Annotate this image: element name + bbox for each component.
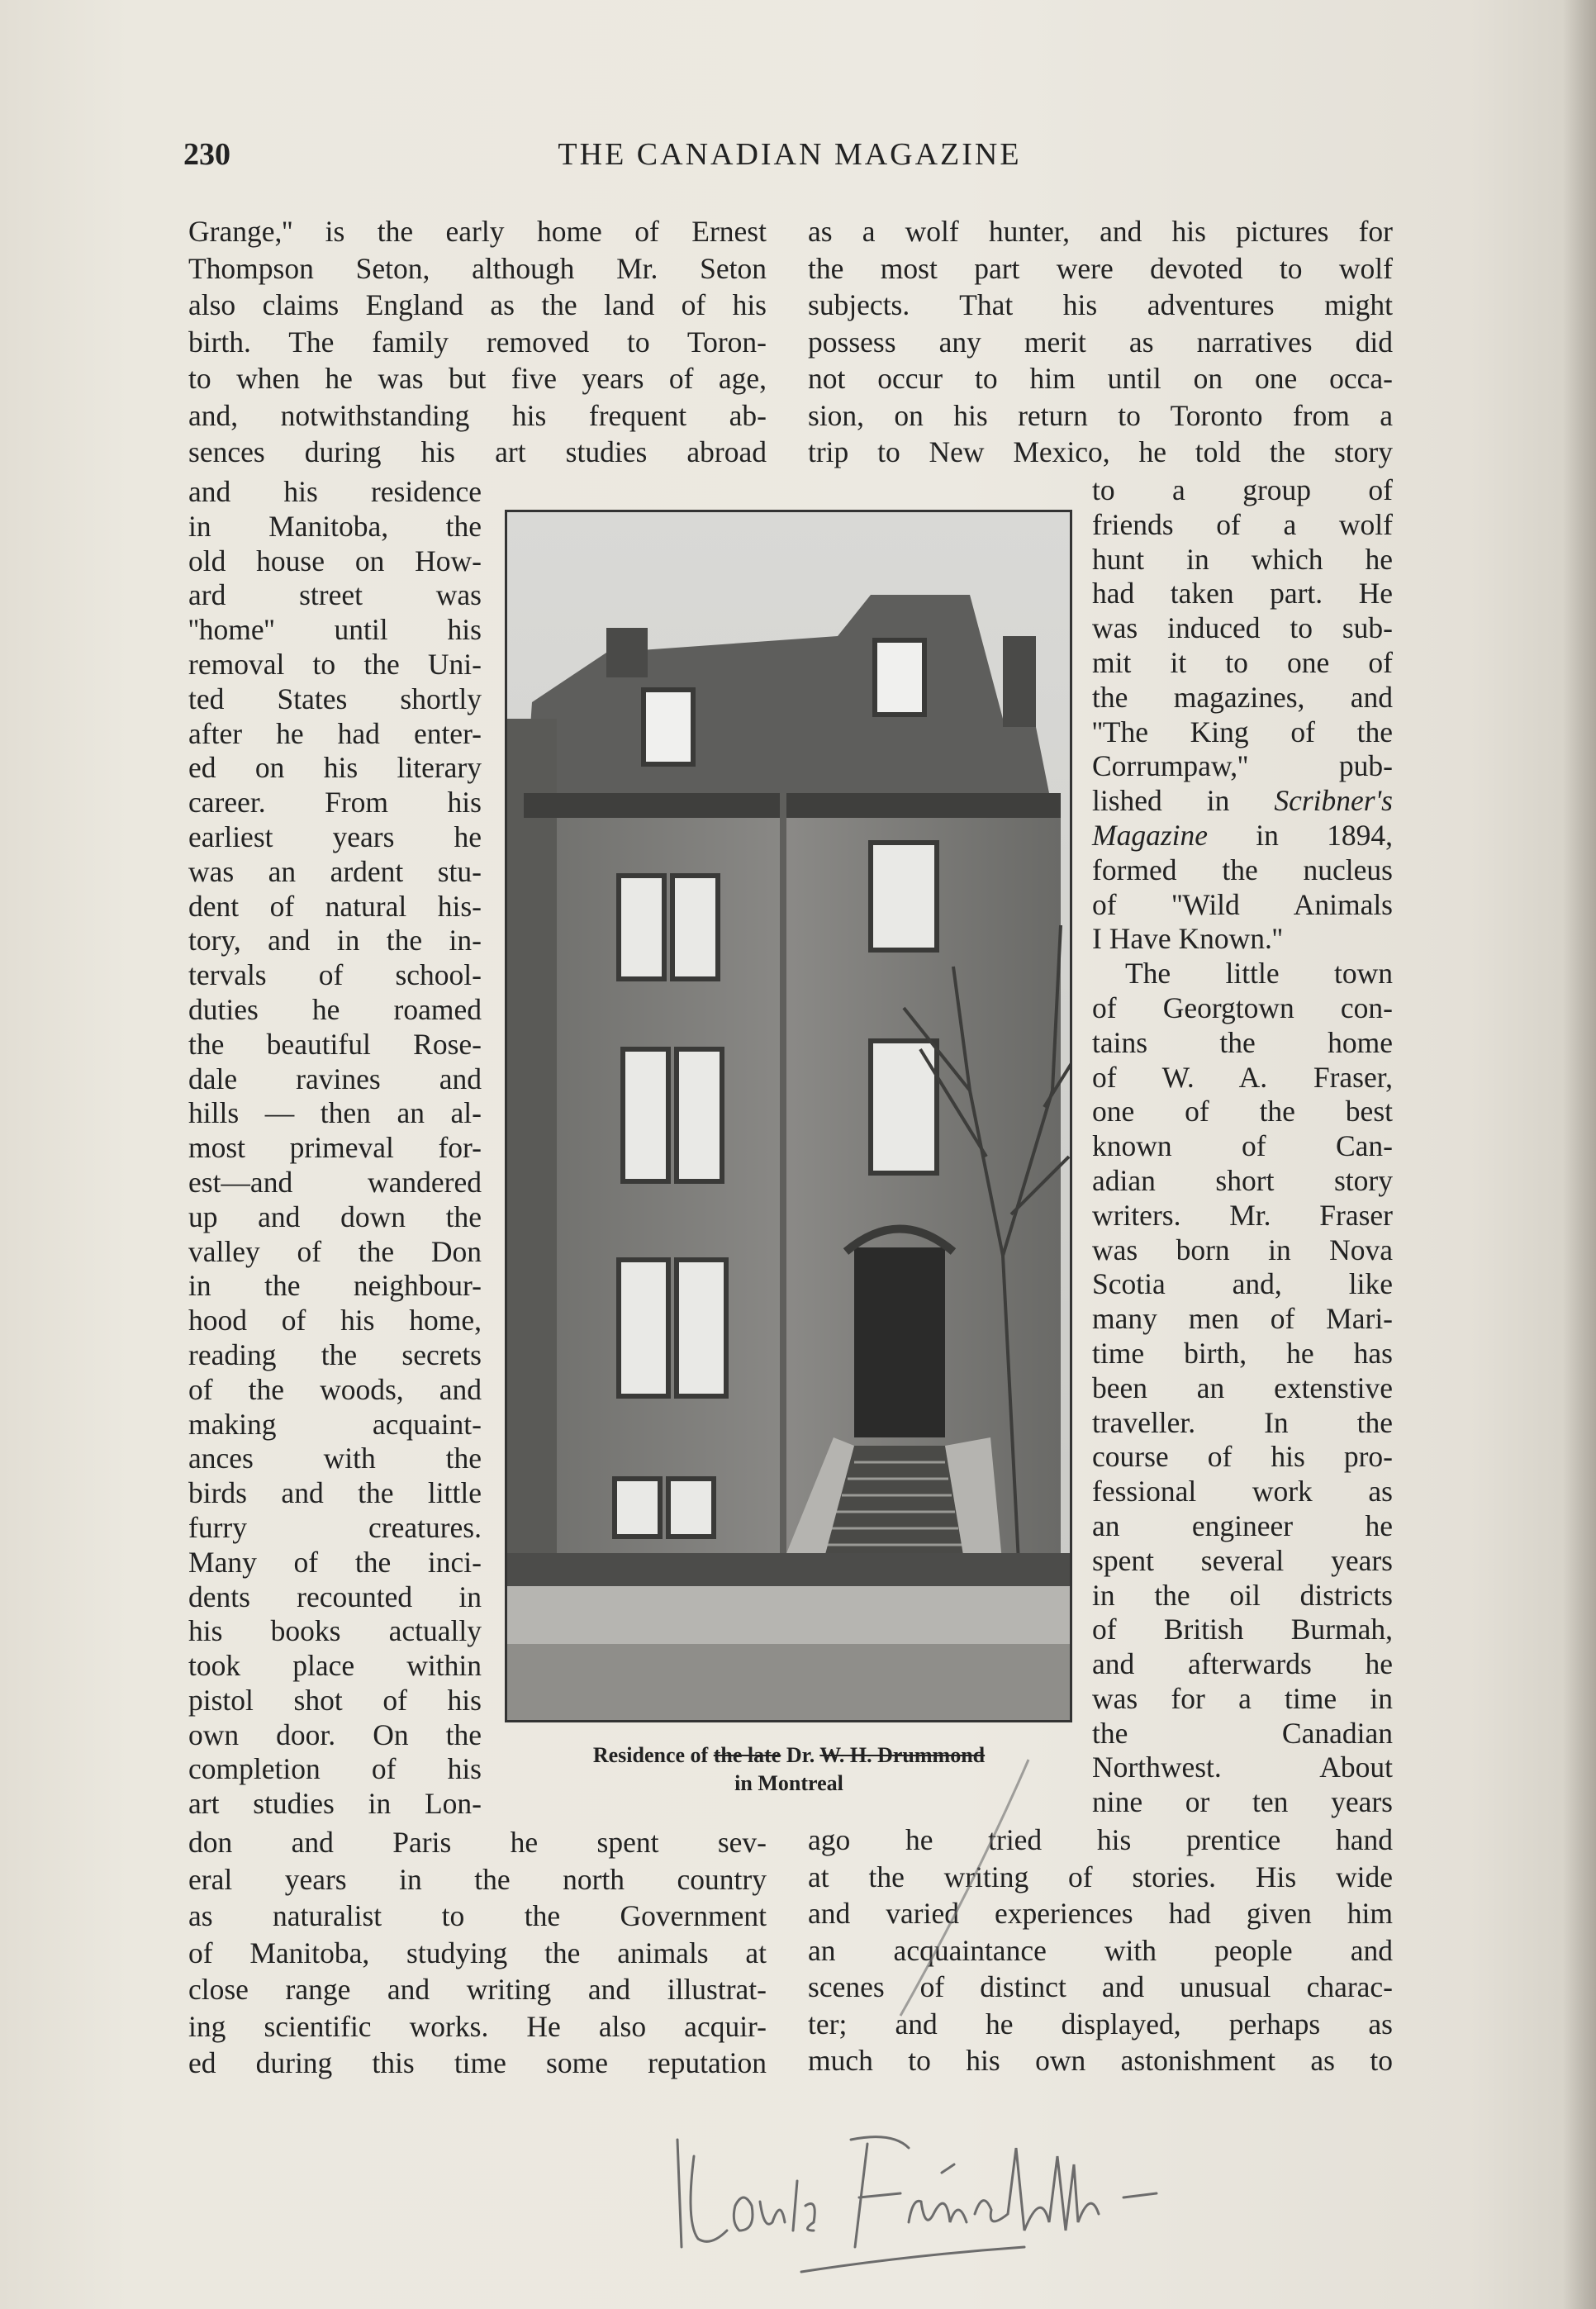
text-line: lished in Scribner's bbox=[1092, 784, 1393, 818]
text-line: traveller. In the bbox=[1092, 1405, 1393, 1439]
text-line: tains the home bbox=[1092, 1025, 1393, 1059]
text-line: adian short story bbox=[1092, 1163, 1393, 1197]
text-line: completion of his bbox=[188, 1752, 482, 1786]
text-line: of British Burmah, bbox=[1092, 1613, 1393, 1646]
running-header bbox=[183, 136, 1396, 178]
text-line: ''The King of the bbox=[1092, 715, 1393, 748]
text-line: also claims England as the land of his bbox=[188, 288, 767, 321]
text-line: ard street was bbox=[188, 578, 482, 612]
text-line: after he had enter- bbox=[188, 716, 482, 750]
signature-drawing bbox=[661, 2107, 1173, 2297]
text-line: Thompson Seton, although Mr. Seton bbox=[188, 251, 767, 285]
text-line: ''home'' until his bbox=[188, 613, 482, 647]
text-line: and varied experiences had given him bbox=[808, 1897, 1393, 1930]
text-line: tory, and in the in- bbox=[188, 924, 482, 957]
right-column-narrow bbox=[1092, 473, 1393, 1820]
text-line: Many of the inci- bbox=[188, 1545, 482, 1579]
text-line: of Georgtown con- bbox=[1092, 991, 1393, 1024]
text-line: pistol shot of his bbox=[188, 1683, 482, 1717]
text-line: as naturalist to the Government bbox=[188, 1899, 767, 1932]
text-line: of the woods, and bbox=[188, 1372, 482, 1406]
text-line: an engineer he bbox=[1092, 1508, 1393, 1542]
text-line: at the writing of stories. His wide bbox=[808, 1860, 1393, 1893]
text-line: of ''Wild Animals bbox=[1092, 887, 1393, 921]
text-line: in Manitoba, the bbox=[188, 509, 482, 543]
text-line: I Have Known.'' bbox=[1092, 922, 1283, 956]
text-line: making acquaint- bbox=[188, 1407, 482, 1441]
text-line: sences during his art studies abroad bbox=[188, 435, 767, 468]
page-number: 230 bbox=[183, 137, 230, 172]
page-spine-shadow bbox=[1563, 0, 1596, 2309]
left-column-bottom bbox=[188, 1824, 767, 2082]
text-line: removal to the Uni- bbox=[188, 647, 482, 681]
text-line: ing scientific works. He also acquir- bbox=[188, 2009, 767, 2043]
text-line: art studies in Lon- bbox=[188, 1787, 482, 1821]
text-line: took place within bbox=[188, 1649, 482, 1683]
text-line: birds and the little bbox=[188, 1476, 482, 1510]
text-line: mit it to one of bbox=[1092, 645, 1393, 679]
text-line: an acquaintance with people and bbox=[808, 1933, 1393, 1967]
text-line: close range and writing and illustrat- bbox=[188, 1973, 767, 2006]
text-line: the beautiful Rose- bbox=[188, 1027, 482, 1061]
text-line: been an extenstive bbox=[1092, 1371, 1393, 1404]
handwritten-signature bbox=[661, 2107, 1173, 2297]
text-line: dent of natural his- bbox=[188, 889, 482, 923]
text-line: ances with the bbox=[188, 1442, 482, 1475]
left-column-narrow bbox=[188, 475, 482, 1822]
text-line: course of his pro- bbox=[1092, 1440, 1393, 1474]
text-line: birth. The family removed to Toron- bbox=[188, 325, 767, 359]
text-line: tervals of school- bbox=[188, 958, 482, 992]
text-line: sion, on his return to Toronto from a bbox=[808, 398, 1393, 432]
text-line: much to his own astonishment as to bbox=[808, 2044, 1393, 2077]
text-line: spent several years bbox=[1092, 1543, 1393, 1577]
text-line: the Canadian bbox=[1092, 1716, 1393, 1750]
text-line: subjects. That his adventures might bbox=[808, 288, 1393, 321]
text-line: and, notwithstanding his frequent ab- bbox=[188, 398, 767, 432]
house-illustration bbox=[507, 512, 1070, 1720]
text-line: the magazines, and bbox=[1092, 680, 1393, 714]
text-line: own door. On the bbox=[188, 1717, 482, 1751]
text-line: career. From his bbox=[188, 786, 482, 820]
pencil-mark bbox=[876, 1751, 1041, 2024]
text-line: in the oil districts bbox=[1092, 1578, 1393, 1612]
caption-line-2: in Montreal bbox=[734, 1771, 843, 1795]
text-line: was for a time in bbox=[1092, 1681, 1393, 1715]
text-line: valley of the Don bbox=[188, 1234, 482, 1268]
text-line: est—and wandered bbox=[188, 1165, 482, 1199]
text-line: had taken part. He bbox=[1092, 577, 1393, 611]
right-column-top bbox=[808, 213, 1393, 471]
text-line: don and Paris he spent sev- bbox=[188, 1826, 767, 1859]
text-line: Grange,'' is the early home of Ernest bbox=[188, 215, 767, 248]
text-line: writers. Mr. Fraser bbox=[1092, 1198, 1393, 1232]
text-line: not occur to him until on one occa- bbox=[808, 362, 1393, 395]
text-line: possess any merit as narratives did bbox=[808, 325, 1393, 359]
text-line: formed the nucleus bbox=[1092, 853, 1393, 886]
text-line: trip to New Mexico, he told the story bbox=[808, 435, 1393, 468]
text-line: hunt in which he bbox=[1092, 542, 1393, 576]
text-line: dale ravines and bbox=[188, 1062, 482, 1095]
text-line: known of Can- bbox=[1092, 1129, 1393, 1163]
text-line: of W. A. Fraser, bbox=[1092, 1060, 1393, 1094]
text-line: duties he roamed bbox=[188, 992, 482, 1026]
text-line: was an ardent stu- bbox=[188, 854, 482, 888]
text-line: most primeval for- bbox=[188, 1131, 482, 1165]
text-line: friends of a wolf bbox=[1092, 507, 1393, 541]
text-line: was induced to sub- bbox=[1092, 611, 1393, 645]
caption-text-1: Residence of bbox=[592, 1743, 714, 1767]
left-column-top bbox=[188, 213, 767, 471]
text-line: hills — then an al- bbox=[188, 1096, 482, 1130]
text-line: Scotia and, like bbox=[1092, 1267, 1393, 1301]
text-line: ted States shortly bbox=[188, 682, 482, 715]
text-line: of Manitoba, studying the animals at bbox=[188, 1936, 767, 1969]
text-line: hood of his home, bbox=[188, 1304, 482, 1337]
text-line: as a wolf hunter, and his pictures for bbox=[808, 215, 1393, 248]
text-line: reading the secrets bbox=[188, 1337, 482, 1371]
house-photograph bbox=[505, 510, 1072, 1722]
text-line: one of the best bbox=[1092, 1095, 1393, 1128]
text-line: ter; and he displayed, perhaps as bbox=[808, 2007, 1393, 2041]
text-line: and afterwards he bbox=[1092, 1647, 1393, 1681]
text-line: his books actually bbox=[188, 1614, 482, 1648]
text-line: to when he was but five years of age, bbox=[188, 362, 767, 395]
caption-text-2: Dr. bbox=[781, 1743, 820, 1767]
text-line: the most part were devoted to wolf bbox=[808, 251, 1393, 285]
text-line: ago he tried his prentice hand bbox=[808, 1823, 1393, 1856]
text-line: up and down the bbox=[188, 1200, 482, 1233]
text-line: many men of Mari- bbox=[1092, 1302, 1393, 1336]
magazine-title: THE CANADIAN MAGAZINE bbox=[558, 137, 1022, 172]
text-line: Corrumpaw,'' pub- bbox=[1092, 749, 1393, 783]
text-line: ed on his literary bbox=[188, 751, 482, 785]
text-line: to a group of bbox=[1092, 473, 1393, 506]
text-line: and his residence bbox=[188, 475, 482, 508]
text-line: eral years in the north country bbox=[188, 1862, 767, 1896]
text-line: Magazine in 1894, bbox=[1092, 818, 1393, 852]
text-line: ed during this time some reputation bbox=[188, 2046, 767, 2079]
text-line: was born in Nova bbox=[1092, 1233, 1393, 1266]
text-line: time birth, he has bbox=[1092, 1336, 1393, 1370]
text-line: earliest years he bbox=[188, 820, 482, 853]
text-line: Northwest. About bbox=[1092, 1751, 1393, 1784]
text-line: old house on How- bbox=[188, 544, 482, 577]
text-line: furry creatures. bbox=[188, 1510, 482, 1544]
caption-struck-text-2: W. H. Drummond bbox=[819, 1743, 986, 1767]
text-line: scenes of distinct and unusual charac- bbox=[808, 1970, 1393, 2003]
caption-struck-text-1: the late bbox=[713, 1743, 781, 1767]
text-line: nine or ten years bbox=[1092, 1785, 1393, 1819]
text-line: fessional work as bbox=[1092, 1475, 1393, 1508]
text-line: in the neighbour- bbox=[188, 1269, 482, 1303]
text-line: dents recounted in bbox=[188, 1580, 482, 1613]
text-line: The little town bbox=[1125, 957, 1393, 991]
